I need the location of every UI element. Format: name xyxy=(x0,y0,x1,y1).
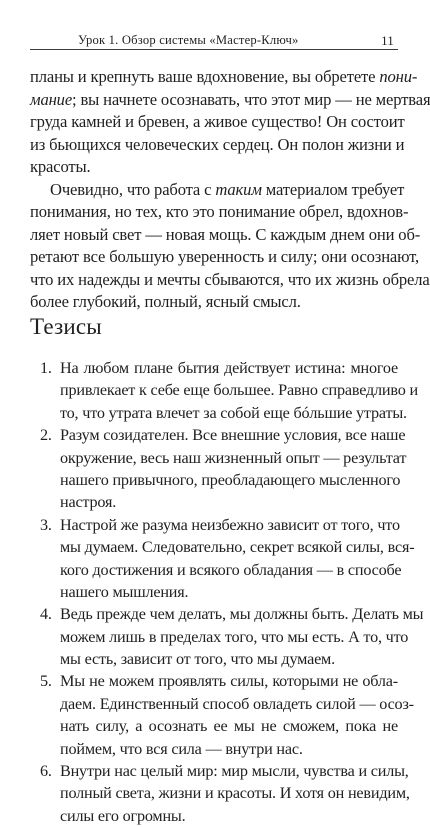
italic-text: таким xyxy=(215,179,262,199)
thesis-item xyxy=(40,760,410,827)
text-line: что их надежды и мечты сбываются, что их жизнь обрела xyxy=(30,269,430,289)
thesis-item xyxy=(40,670,414,760)
thesis-text: Внутри нас целый мир: мир мысли, чувства и силы, xyxy=(60,762,409,781)
thesis-line xyxy=(40,760,409,782)
text-span: планы и крепнуть ваше вдохновение, вы обретете xyxy=(30,67,380,86)
thesis-text: Разум созидателен. Все внешние условия, все наше xyxy=(60,426,406,445)
thesis-number: 4. xyxy=(40,605,52,624)
text-line xyxy=(30,179,405,202)
thesis-line xyxy=(40,424,406,446)
thesis-line: нашего привычного, преобладающего мысленного xyxy=(60,470,401,489)
thesis-number: 1. xyxy=(40,359,52,377)
thesis-text: На любом плане бытия действует истина: многое xyxy=(60,359,398,377)
thesis-line xyxy=(40,670,398,692)
thesis-line: поймем, что вся сила — внутри нас. xyxy=(60,739,303,758)
thesis-number: 2. xyxy=(40,426,52,445)
thesis-text: Мы не можем проявлять силы, которыми не обла- xyxy=(60,672,398,691)
thesis-item xyxy=(40,603,424,670)
thesis-item xyxy=(40,424,407,514)
thesis-line xyxy=(40,603,424,625)
thesis-number: 5. xyxy=(40,672,52,691)
text-line xyxy=(30,66,418,89)
thesis-line: мы думаем. Следовательно, секрет всякой силы, вся- xyxy=(60,538,415,557)
text-line: красоты. xyxy=(30,157,91,176)
thesis-line: нать силу, а осознать ее мы не сможем, пока не xyxy=(60,717,398,736)
thesis-line: то, что утрата влечет за собой еще бóльшие утраты. xyxy=(60,403,407,422)
running-header xyxy=(30,27,398,50)
paragraph-2 xyxy=(30,179,430,314)
text-line xyxy=(30,89,430,112)
thesis-line: настроя. xyxy=(60,493,117,512)
thesis-line: кого достижения и всякого обладания — в способе xyxy=(60,560,402,579)
text-line: ляет новый свет — новая мощь. С каждым днем они об- xyxy=(30,224,421,244)
theses-list xyxy=(40,357,424,827)
text-span: Очевидно, что работа с xyxy=(50,179,216,199)
thesis-line xyxy=(40,357,398,379)
thesis-item xyxy=(40,514,415,604)
thesis-line: даем. Единственный способ овладеть силой — осоз- xyxy=(60,694,414,713)
thesis-line xyxy=(40,514,398,536)
thesis-number: 6. xyxy=(40,762,52,781)
body-text xyxy=(30,66,430,314)
text-line: более глубокий, полный, ясный смысл. xyxy=(30,292,301,311)
thesis-line: окружение, весь наш жизненный опыт — результат xyxy=(60,448,407,467)
text-span: материалом требует xyxy=(261,179,405,199)
thesis-text: Настрой же разума неизбежно зависит от того, что xyxy=(60,515,400,534)
thesis-line: мы есть, зависит от того, что мы думаем. xyxy=(60,650,335,669)
text-line: ретают все большую уверенность и силу; они осознают, xyxy=(30,247,420,266)
paragraph-1 xyxy=(30,66,430,179)
thesis-line: можем лишь в пределах того, что мы есть. А то, что xyxy=(60,627,409,646)
text-span: ; вы начнете осознавать, что этот мир — не мертвая xyxy=(72,89,430,109)
thesis-number: 3. xyxy=(40,515,52,534)
thesis-line: силы его огромны. xyxy=(60,806,186,825)
italic-text: мание xyxy=(30,89,73,109)
italic-text: пони- xyxy=(379,67,418,86)
thesis-text: Ведь прежде чем делать, мы должны быть. Делать мы xyxy=(60,605,424,624)
page-number: 11 xyxy=(381,33,394,48)
thesis-line: нашего мышления. xyxy=(60,582,189,601)
text-line: понимания, но тех, кто это понимание обрел, вдохнов- xyxy=(30,202,409,221)
text-line: из бьющихся человеческих сердец. Он полон жизни и xyxy=(30,134,405,154)
thesis-line: привлекает к себе еще большее. Равно справедливо и xyxy=(60,381,418,400)
thesis-line: полный света, жизни и красоты. И хотя он невидим, xyxy=(60,784,410,803)
chapter-title: Урок 1. Обзор системы «Мастер-Ключ» xyxy=(78,33,299,47)
section-heading: Тезисы xyxy=(30,314,102,339)
thesis-item xyxy=(40,357,418,424)
text-line: груда камней и бревен, а живое существо! Он состоит xyxy=(30,112,405,131)
